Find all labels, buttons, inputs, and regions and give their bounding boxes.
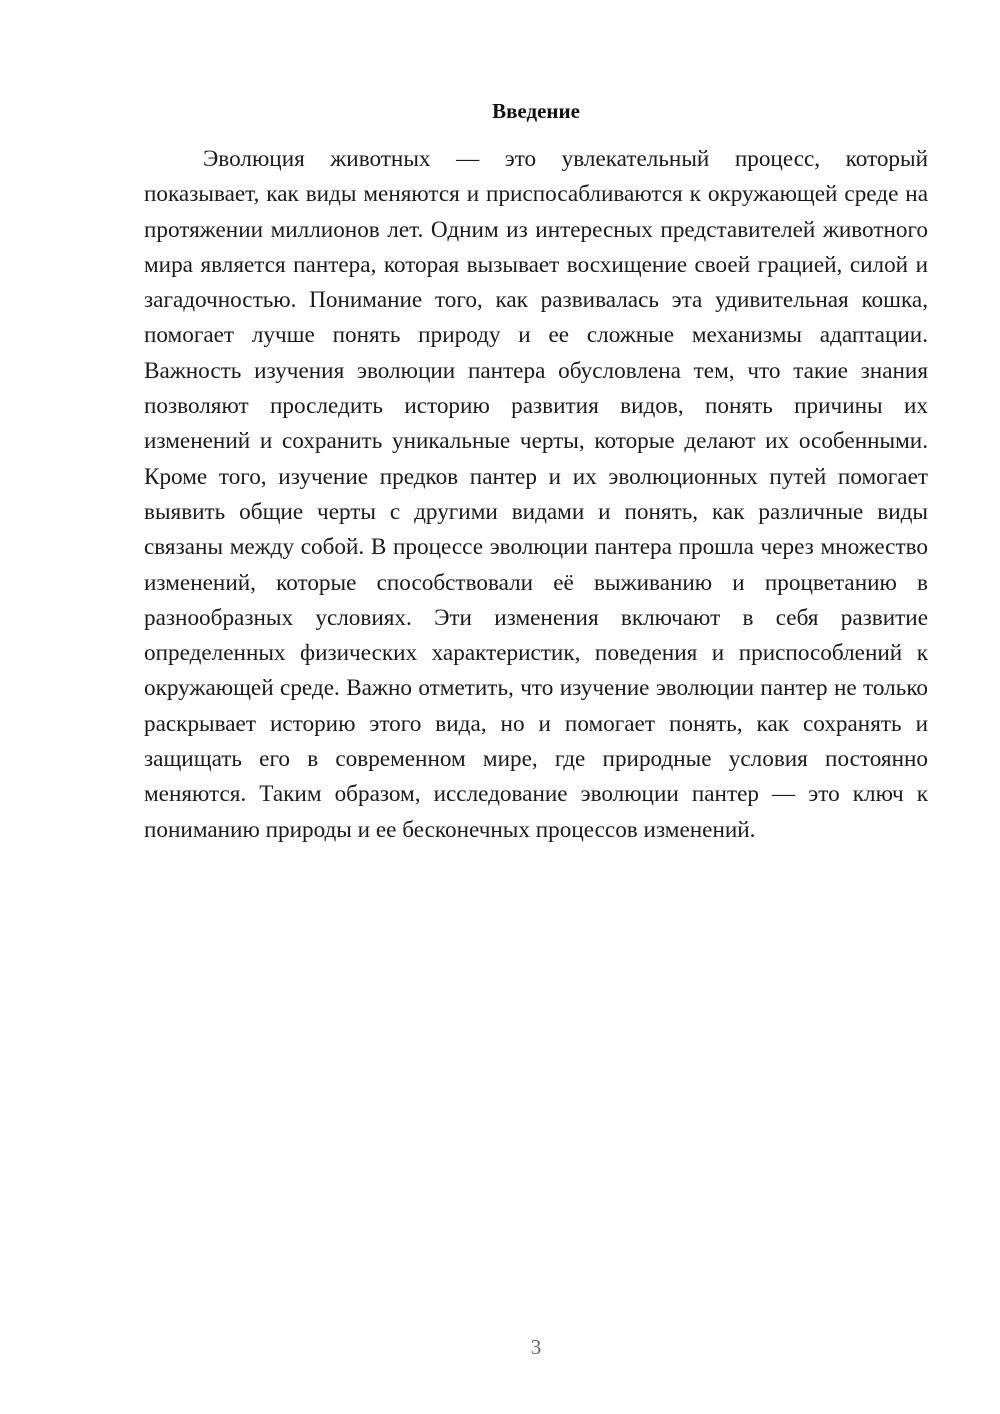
body-paragraph: Эволюция животных — это увлекательный процесс, который показывает, как виды меняются и приспосабливаются к окружающей среде на протяжении миллионов лет. Одним из интересных представителей животного мира является пантера, которая вызывает восхищение своей грацией, силой и загадочностью. Понимание того, как развивалась эта удивительная кошка, помогает лучше понять природу и ее сложные механизмы адаптации. Важность изучения эволюции пантера обусловлена тем, что такие знания позволяют проследить историю развития видов, понять причины их изменений и сохранить уникальные черты, которые делают их особенными. Кроме того, изучение предков пантер и их эволюционных путей помогает выявить общие черты с другими видами и понять, как различные виды связаны между собой. В процессе эволюции пантера прошла через множество изменений, которые способствовали её выживанию и процветанию в разнообразных условиях. Эти изменения включают в себя развитие определенных физических характеристик, поведения и приспособлений к окружающей среде. Важно отметить, что изучение эволюции пантер не только раскрывает историю этого вида, но и помогает понять, как сохранять и защищать его в современном мире, где природные условия постоянно меняются. Таким образом, исследование эволюции пантер — это ключ к пониманию природы и ее бесконечных процессов изменений. [144,146,928,843]
page-number: 3 [530,1335,542,1359]
section-heading: Введение [492,99,580,123]
